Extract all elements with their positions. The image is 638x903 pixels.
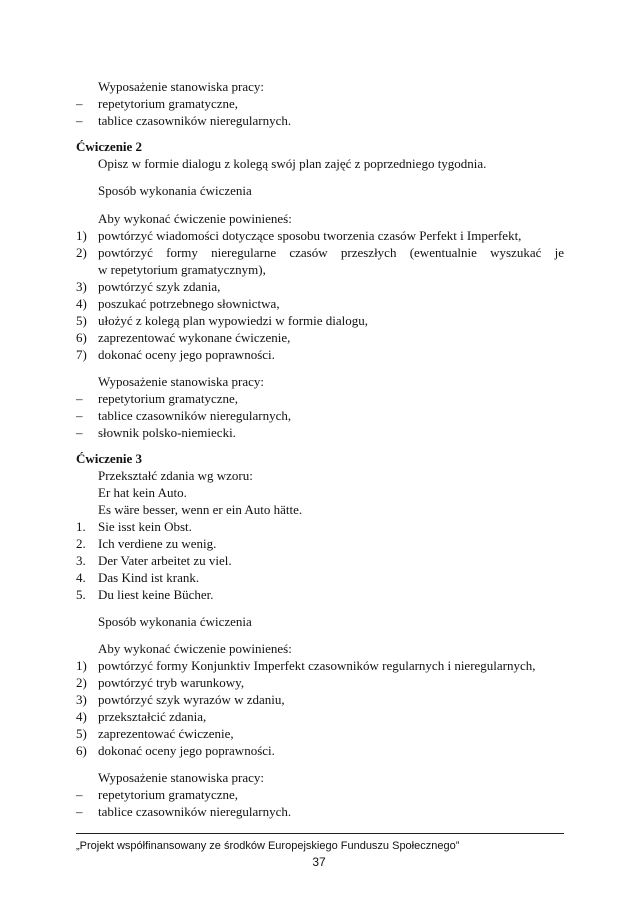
equipment-item: tablice czasowników nieregularnych, — [98, 408, 292, 423]
sentence-number: 1. — [76, 519, 86, 534]
equipment-item: tablice czasowników nieregularnych. — [98, 804, 292, 819]
step-text: dokonać oceny jego poprawności. — [98, 347, 275, 362]
step-number: 6) — [76, 743, 87, 758]
equipment-item: repetytorium gramatyczne, — [98, 787, 239, 802]
page-number: 37 — [312, 855, 326, 869]
bullet-dash: – — [76, 804, 83, 819]
step-number: 4) — [76, 709, 87, 724]
sentence-text: Sie isst kein Obst. — [98, 519, 192, 534]
bullet-dash: – — [76, 96, 83, 111]
sentence-text: Du liest keine Bücher. — [98, 587, 214, 602]
step-text: przekształcić zdania, — [98, 709, 207, 724]
step-text: dokonać oceny jego poprawności. — [98, 743, 275, 758]
bullet-dash: – — [76, 787, 83, 802]
step-number: 3) — [76, 692, 87, 707]
equipment-heading: Wyposażenie stanowiska pracy: — [98, 374, 264, 389]
bullet-dash: – — [76, 113, 83, 128]
exercise-3-title: Ćwiczenie 3 — [76, 451, 143, 466]
step-text: zaprezentować wykonane ćwiczenie, — [98, 330, 291, 345]
exercise-2-description: Opisz w formie dialogu z kolegą swój plan zajęć z poprzedniego tygodnia. — [98, 156, 487, 171]
footer-project-note: „Projekt współfinansowany ze środków Europejskiego Funduszu Społecznego” — [76, 840, 460, 852]
sentence-text: Das Kind ist krank. — [98, 570, 200, 585]
step-number: 6) — [76, 330, 87, 345]
step-text: ułożyć z kolegą plan wypowiedzi w formie dialogu, — [98, 313, 369, 328]
bullet-dash: – — [76, 425, 83, 440]
step-text: powtórzyć formy nieregularne czasów przeszłych (ewentualnie wyszukać je — [98, 245, 564, 260]
step-number: 1) — [76, 228, 87, 243]
equipment-item: słownik polsko-niemiecki. — [98, 425, 236, 440]
step-text: powtórzyć tryb warunkowy, — [98, 675, 245, 690]
equipment-heading: Wyposażenie stanowiska pracy: — [98, 770, 264, 785]
bullet-dash: – — [76, 408, 83, 423]
step-number: 2) — [76, 245, 87, 260]
step-text: powtórzyć szyk zdania, — [98, 279, 221, 294]
step-number: 5) — [76, 313, 87, 328]
sentence-number: 5. — [76, 587, 86, 602]
step-text: poszukać potrzebnego słownictwa, — [98, 296, 280, 311]
sentence-number: 3. — [76, 553, 86, 568]
sentence-text: Ich verdiene zu wenig. — [98, 536, 217, 551]
method-heading: Sposób wykonania ćwiczenia — [98, 183, 252, 198]
step-text: zaprezentować ćwiczenie, — [98, 726, 234, 741]
step-number: 4) — [76, 296, 87, 311]
steps-heading: Aby wykonać ćwiczenie powinieneś: — [98, 641, 292, 656]
sentence-text: Der Vater arbeitet zu viel. — [98, 553, 232, 568]
example-sentence: Er hat kein Auto. — [98, 485, 187, 500]
footer-divider — [76, 833, 564, 834]
step-text: powtórzyć wiadomości dotyczące sposobu tworzenia czasów Perfekt i Imperfekt, — [98, 228, 522, 243]
step-text-continuation: w repetytorium gramatycznym), — [98, 262, 266, 277]
equipment-heading: Wyposażenie stanowiska pracy: — [98, 79, 264, 94]
step-number: 7) — [76, 347, 87, 362]
equipment-item: repetytorium gramatyczne, — [98, 391, 239, 406]
step-number: 2) — [76, 675, 87, 690]
step-number: 1) — [76, 658, 87, 673]
bullet-dash: – — [76, 391, 83, 406]
sentence-number: 2. — [76, 536, 86, 551]
sentence-number: 4. — [76, 570, 86, 585]
exercise-3-instruction: Przekształć zdania wg wzoru: — [98, 468, 253, 483]
method-heading: Sposób wykonania ćwiczenia — [98, 614, 252, 629]
example-transformed: Es wäre besser, wenn er ein Auto hätte. — [98, 502, 303, 517]
equipment-item: tablice czasowników nieregularnych. — [98, 113, 292, 128]
step-number: 5) — [76, 726, 87, 741]
steps-heading: Aby wykonać ćwiczenie powinieneś: — [98, 211, 292, 226]
step-number: 3) — [76, 279, 87, 294]
equipment-item: repetytorium gramatyczne, — [98, 96, 239, 111]
step-text: powtórzyć szyk wyrazów w zdaniu, — [98, 692, 285, 707]
step-text: powtórzyć formy Konjunktiv Imperfekt czasowników regularnych i nieregularnych, — [98, 658, 536, 673]
exercise-2-title: Ćwiczenie 2 — [76, 139, 143, 154]
